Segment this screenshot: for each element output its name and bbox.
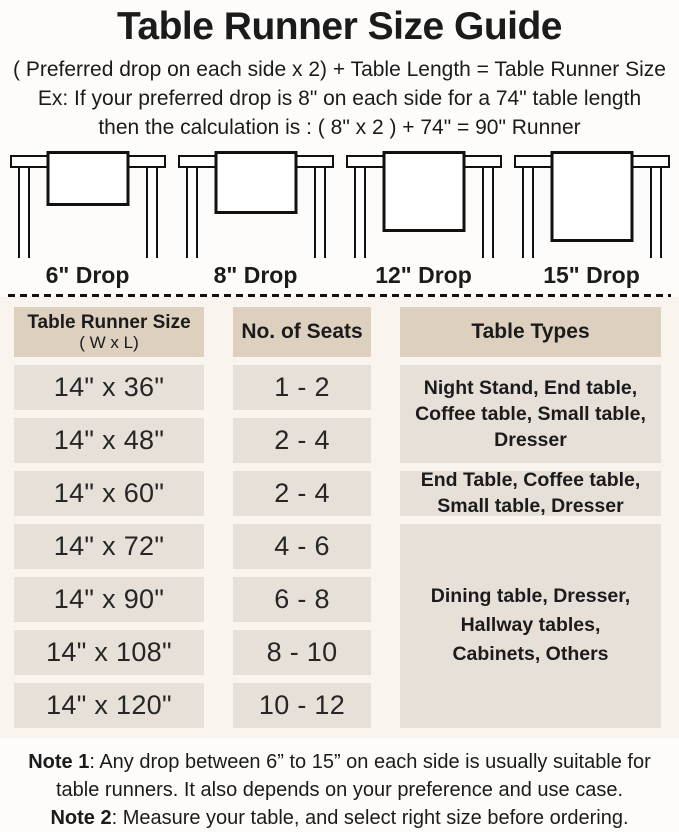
header-table-types: Table Types [400, 307, 661, 357]
note-1 [10, 748, 669, 804]
runner-icon [382, 151, 465, 232]
header-text-block [0, 0, 679, 142]
formula-line: ( Preferred drop on each side x 2) + Table Length = Table Runner Size [13, 58, 666, 81]
size-chart-grid [14, 307, 661, 728]
table-leg-icon [522, 167, 534, 258]
note-1-label: Note 1 [28, 750, 90, 773]
runner-size-cell: 14" x 90" [14, 577, 204, 622]
runner-size-cell: 14" x 36" [14, 365, 204, 410]
seats-cell: 10 - 12 [233, 683, 371, 728]
table-leg-icon [650, 167, 662, 258]
example-line-2: then the calculation is : ( 8" x 2 ) + 74" = 90" Runner [98, 116, 581, 139]
table-types-text: End Table, Coffee table, Small table, Dresser [420, 469, 641, 517]
table-illustration-15in-drop [509, 148, 675, 258]
table-leg-icon [354, 167, 366, 258]
drop-label-12: 12" Drop [375, 262, 472, 288]
table-leg-icon [314, 167, 326, 258]
header-runner-size-sub: ( W x L) [79, 332, 139, 352]
header-runner-size [14, 307, 204, 357]
seats-cell: 1 - 2 [233, 365, 371, 410]
table-leg-icon [482, 167, 494, 258]
runner-size-cell: 14" x 48" [14, 418, 204, 463]
runner-size-cell: 14" x 108" [14, 630, 204, 675]
size-chart-section [0, 297, 679, 738]
table-illustration-6in-drop [5, 148, 171, 258]
table-leg-icon [146, 167, 158, 258]
note-1-text: : Any drop between 6” to 15” on each side is usually suitable for table runners. It also depends on your preference and use case. [55, 750, 651, 801]
table-types-cell-large-tables [400, 524, 661, 728]
seats-cell: 4 - 6 [233, 524, 371, 569]
table-leg-icon [18, 167, 30, 258]
drop-label-6: 6" Drop [45, 262, 130, 288]
seats-cell: 2 - 4 [233, 418, 371, 463]
runner-icon [214, 151, 297, 214]
example-line-1: Ex: If your preferred drop is 8" on each side for a 74" table length [37, 87, 642, 110]
notes-section [0, 738, 679, 832]
table-types-text: Night Stand, End table, Coffee table, Small table, Dresser [415, 376, 646, 451]
drop-illustrations [0, 148, 679, 258]
note-2 [10, 804, 669, 832]
seats-cell: 6 - 8 [233, 577, 371, 622]
drop-label-8: 8" Drop [213, 262, 298, 288]
drop-label-15: 15" Drop [543, 262, 640, 288]
drop-labels-row [0, 260, 679, 290]
runner-icon [46, 151, 129, 206]
table-leg-icon [186, 167, 198, 258]
header-runner-size-title: Table Runner Size [27, 311, 191, 333]
table-types-cell-medium-tables [400, 471, 661, 516]
table-illustration-8in-drop [173, 148, 339, 258]
runner-size-cell: 14" x 72" [14, 524, 204, 569]
seats-cell: 2 - 4 [233, 471, 371, 516]
runner-size-cell: 14" x 120" [14, 683, 204, 728]
seats-cell: 8 - 10 [233, 630, 371, 675]
page-title: Table Runner Size Guide [116, 5, 563, 48]
table-types-text: Dining table, Dresser, Hallway tables, Cabinets, Others [430, 585, 631, 665]
table-types-cell-small-tables [400, 365, 661, 463]
header-seats: No. of Seats [233, 307, 371, 357]
table-illustration-12in-drop [341, 148, 507, 258]
note-2-text: : Measure your table, and select right size before ordering. [111, 806, 629, 829]
runner-icon [550, 151, 633, 242]
runner-size-cell: 14" x 60" [14, 471, 204, 516]
note-2-label: Note 2 [50, 806, 112, 829]
